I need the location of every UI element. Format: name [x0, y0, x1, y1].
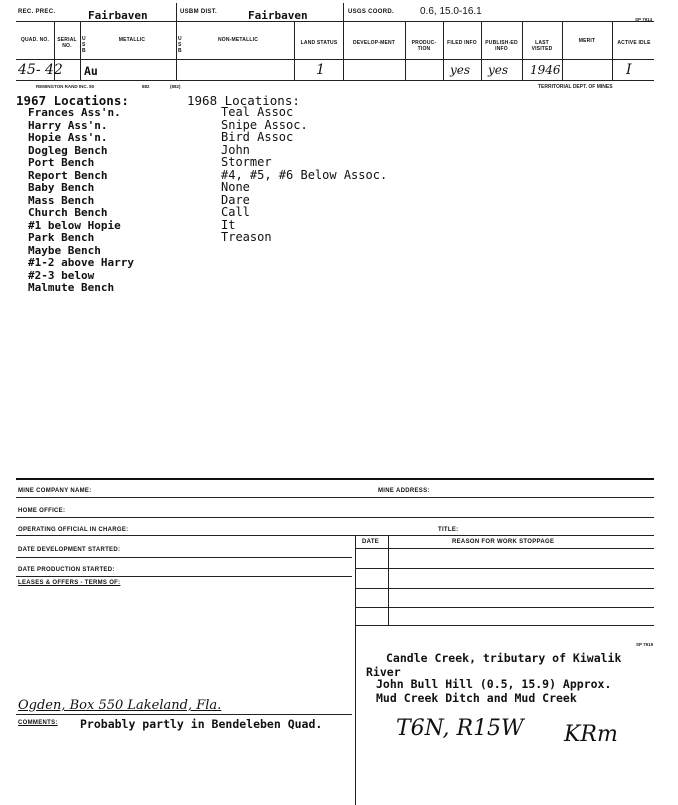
- col-sep: [294, 21, 295, 80]
- locations-1967-item: Harry Ass'n.: [28, 118, 108, 132]
- locations-1968-title: 1968 Locations:: [187, 93, 300, 108]
- locations-1967-item: #1 below Hopie: [28, 218, 121, 232]
- locations-1967-item: Dogleg Bench: [28, 143, 108, 157]
- col-usb-left: U S B: [82, 36, 86, 54]
- printer-code-1: 882: [142, 84, 150, 89]
- last-visited-value: 1946: [530, 63, 561, 77]
- locations-1967-item: Baby Bench: [28, 181, 95, 194]
- col-development: DEVELOP-MENT: [352, 40, 396, 46]
- printer-code-2: (882): [170, 84, 181, 89]
- locations-1968-item: Snipe Assoc.: [221, 117, 308, 132]
- rule: [16, 517, 654, 518]
- active-idle-value: I: [626, 62, 632, 78]
- usbm-dist-label: USBM DIST.: [180, 9, 218, 15]
- locations-1967-item: Maybe Bench: [28, 243, 101, 257]
- locations-1967-item: Mass Bench: [28, 193, 95, 207]
- locations-1967-item: Frances Ass'n.: [28, 106, 121, 119]
- home-office-label: HOME OFFICE:: [18, 508, 66, 514]
- rule: [355, 625, 654, 626]
- usgs-coord-value: 0.6, 15.0-16.1: [420, 6, 482, 17]
- col-sep: [176, 3, 177, 80]
- rule: [16, 497, 654, 498]
- col-non-metallic: NON-METALLIC: [217, 37, 259, 43]
- form-number: SP 7914: [635, 17, 653, 22]
- rule: [16, 576, 352, 577]
- mine-company-name-label: MINE COMPANY NAME:: [18, 488, 92, 494]
- filed-info-value: yes: [450, 63, 471, 77]
- col-sep: [343, 3, 344, 80]
- reason-col-label: REASON FOR WORK STOPPAGE: [452, 539, 555, 545]
- locations-1967-title: 1967 Locations:: [16, 93, 129, 108]
- col-filed-info: FILED INFO: [447, 40, 477, 46]
- location-note-3: John Bull Hill (0.5, 15.9) Approx.: [376, 677, 612, 691]
- locations-1967-item: #2-3 below: [28, 268, 95, 282]
- col-merit: MERIT: [578, 38, 596, 44]
- metallic-value: Au: [84, 64, 98, 78]
- col-production: PRODUC-TION: [411, 40, 437, 52]
- township-handwritten: T6N, R15W: [396, 716, 524, 741]
- locations-1967-list: [28, 107, 134, 295]
- land-status-value: 1: [316, 62, 325, 78]
- col-sep: [522, 21, 523, 80]
- locations-1967-item: Church Bench: [28, 206, 108, 219]
- location-note-1: Candle Creek, tributary of Kiwalik: [386, 651, 622, 665]
- title-label: TITLE:: [438, 527, 459, 533]
- rule: [355, 548, 654, 549]
- header-rule-bottom: [16, 80, 654, 81]
- locations-1968-item: Stormer: [221, 155, 272, 169]
- locations-1968-item: Call: [221, 205, 250, 219]
- locations-1967-item: Park Bench: [28, 231, 95, 244]
- location-note-2: River: [366, 665, 401, 679]
- locations-1968-list: [221, 106, 387, 244]
- form-number-2: SP 7919: [636, 642, 654, 647]
- locations-1968-item: Bird Assoc: [221, 130, 294, 144]
- usgs-coord-label: USGS COORD.: [348, 9, 394, 15]
- locations-1967-item: Port Bench: [28, 156, 95, 169]
- date-production-label: DATE PRODUCTION STARTED:: [18, 567, 115, 573]
- header-rule-mid: [16, 59, 654, 60]
- col-sep: [80, 21, 81, 80]
- location-note-4: Mud Creek Ditch and Mud Creek: [376, 691, 577, 705]
- leases-label: LEASES & OFFERS - TERMS OF:: [18, 580, 121, 586]
- rule: [355, 588, 654, 589]
- col-land-status: LAND STATUS: [300, 40, 338, 46]
- locations-1968-item: Dare: [221, 192, 250, 207]
- header-rule-top: [16, 21, 654, 22]
- rule: [16, 535, 654, 536]
- col-active-idle: ACTIVE IDLE: [617, 40, 651, 46]
- col-sep: [443, 21, 444, 80]
- published-info-value: yes: [488, 63, 509, 77]
- territorial-dept: TERRITORIAL DEPT. OF MINES: [538, 84, 613, 90]
- col-sep: [612, 21, 613, 80]
- rule-thick: [16, 478, 654, 480]
- operating-official-label: OPERATING OFFICIAL IN CHARGE:: [18, 527, 129, 533]
- printer-mark: REMINGTON RAND INC. 50: [36, 84, 95, 89]
- rule: [16, 557, 352, 558]
- col-last-visited: LAST VISITED: [531, 40, 553, 52]
- date-col-label: DATE: [362, 539, 380, 545]
- initials-handwritten: KRm: [564, 722, 618, 747]
- rec-prec-label: REC. PREC.: [18, 9, 56, 15]
- col-metallic: METALLIC: [118, 37, 146, 43]
- rule: [355, 607, 654, 608]
- col-sep: [405, 21, 406, 80]
- col-quad-no: QUAD. NO.: [20, 37, 50, 43]
- locations-1968-item: John: [221, 142, 250, 157]
- date-col-sep: [355, 535, 356, 805]
- locations-1967-item: Report Bench: [28, 168, 108, 182]
- col-published-info: PUBLISH-ED INFO: [485, 40, 518, 52]
- locations-1968-item: None: [221, 180, 250, 194]
- locations-1968-item: It: [221, 217, 236, 232]
- col-usb-right: U S B: [178, 36, 182, 54]
- col-serial-no: SERIAL NO.: [57, 37, 77, 49]
- locations-1968-item: Teal Assoc: [221, 105, 294, 119]
- quad-serial-value: 45- 42: [18, 62, 63, 78]
- locations-1968-item: #4, #5, #6 Below Assoc.: [221, 167, 388, 182]
- locations-1967-item: Malmute Bench: [28, 281, 115, 294]
- rule: [16, 714, 352, 715]
- comments-label: COMMENTS:: [18, 720, 58, 726]
- comments-text: Probably partly in Bendeleben Quad.: [80, 717, 323, 731]
- owner-handwritten: Ogden, Box 550 Lakeland, Fla.: [18, 698, 222, 713]
- locations-1967-item: #1-2 above Harry: [28, 256, 134, 269]
- date-development-label: DATE DEVELOPMENT STARTED:: [18, 547, 121, 553]
- rule: [355, 568, 654, 569]
- col-sep: [481, 21, 482, 80]
- usbm-dist-value: Fairbaven: [248, 9, 308, 22]
- locations-1968-item: Treason: [221, 230, 272, 244]
- col-sep: [562, 21, 563, 80]
- mine-address-label: MINE ADDRESS:: [378, 488, 430, 494]
- rec-prec-value: Fairbaven: [88, 9, 148, 22]
- locations-1967-item: Hopie Ass'n.: [28, 131, 108, 144]
